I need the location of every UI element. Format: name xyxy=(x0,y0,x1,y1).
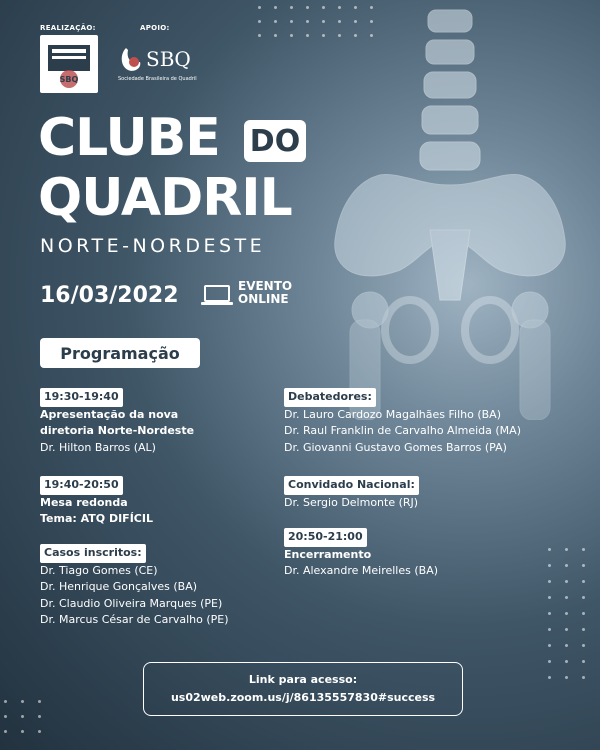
speaker-name: Dr. Giovanni Gustavo Gomes Barros (PA) xyxy=(284,440,507,454)
schedule-title: Encerramento xyxy=(284,547,372,561)
speaker-name: Dr. Tiago Gomes (CE) xyxy=(40,563,158,577)
realizacao-label: REALIZAÇÃO: xyxy=(40,24,96,32)
title-do-badge: DO xyxy=(244,120,306,162)
laptop-icon xyxy=(200,284,234,306)
schedule-block xyxy=(40,476,153,528)
schedule-title: Mesa redonda xyxy=(40,495,128,509)
time-tag: 20:50-21:00 xyxy=(284,528,367,547)
dot-grid-bottom-left xyxy=(4,700,41,733)
speaker-name: Dr. Claudio Oliveira Marques (PE) xyxy=(40,596,223,610)
speaker-name: Dr. Sergio Delmonte (RJ) xyxy=(284,495,419,509)
schedule-block xyxy=(40,544,229,629)
schedule-block xyxy=(40,388,194,456)
schedule-title: diretoria Norte-Nordeste xyxy=(40,424,195,437)
event-type-line2: ONLINE xyxy=(238,292,289,307)
section-tag: Casos inscritos: xyxy=(40,544,146,563)
title-clube: CLUBE xyxy=(38,108,220,168)
speaker-name: Dr. Lauro Cardozo Magalhães Filho (BA) xyxy=(284,407,501,421)
event-type xyxy=(238,280,292,306)
pelvis-xray-illustration xyxy=(300,0,600,420)
title-subtitle: NORTE-NORDESTE xyxy=(40,235,266,257)
speaker-name: Dr. Hilton Barros (AL) xyxy=(40,440,156,454)
access-link-url[interactable]: us02web.zoom.us/j/86135557830#success xyxy=(170,690,436,704)
schedule-block xyxy=(284,528,438,580)
time-tag: 19:30-19:40 xyxy=(40,388,123,407)
sbq-logo xyxy=(118,38,208,88)
speaker-name: Dr. Raul Franklin de Carvalho Almeida (MA) xyxy=(284,424,521,437)
clube-logo-text: SBQ xyxy=(59,75,79,84)
access-link-label: Link para acesso: xyxy=(248,673,358,686)
schedule-title: Tema: ATQ DIFÍCIL xyxy=(40,512,153,525)
programacao-heading: Programação xyxy=(40,338,200,368)
sbq-logo-text: SBQ xyxy=(146,47,191,71)
title-quadril: QUADRIL xyxy=(38,168,292,228)
time-tag: 19:40-20:50 xyxy=(40,476,123,495)
schedule-block xyxy=(284,476,419,511)
speaker-name: Dr. Marcus César de Carvalho (PE) xyxy=(40,613,229,626)
access-link-box[interactable] xyxy=(143,662,463,716)
apoio-label: APOIO: xyxy=(140,24,170,32)
sbq-logo-subtitle: Sociedade Brasileira de Quadril xyxy=(118,76,197,82)
speaker-name: Dr. Henrique Gonçalves (BA) xyxy=(40,580,198,593)
schedule-title: Apresentação da nova xyxy=(40,407,179,421)
event-type-line1: EVENTO xyxy=(238,279,293,293)
dot-grid-top xyxy=(258,6,373,37)
section-tag: Debatedores: xyxy=(284,388,376,407)
speaker-name: Dr. Alexandre Meirelles (BA) xyxy=(284,564,439,577)
section-tag: Convidado Nacional: xyxy=(284,476,419,495)
event-date: 16/03/2022 xyxy=(40,283,179,308)
clube-logo xyxy=(40,35,98,93)
dot-grid-right xyxy=(548,548,585,679)
schedule-block xyxy=(284,388,521,456)
